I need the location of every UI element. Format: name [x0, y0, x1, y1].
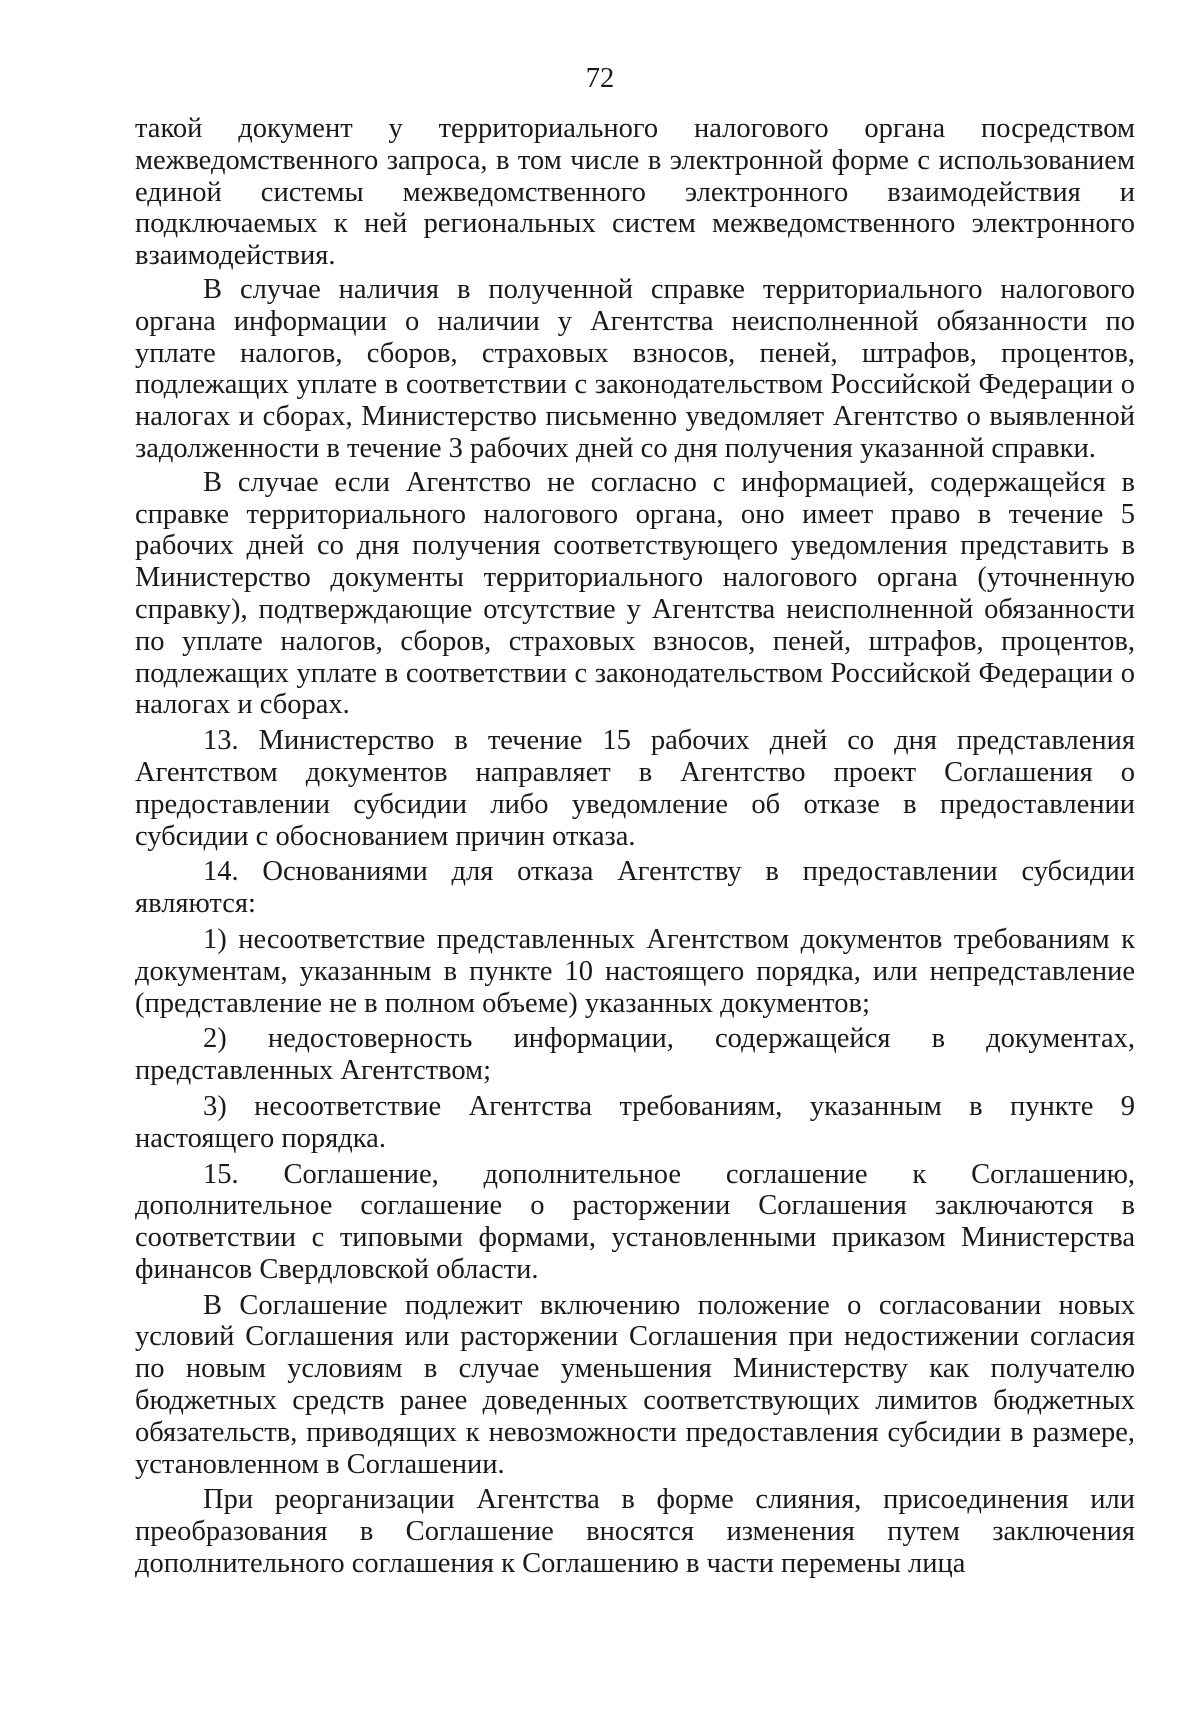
- paragraph-reorganization: При реорганизации Агентства в форме слияния, присоединения или преобразования в Соглашение вносятся изменения путем заключения дополнительного соглашения к Соглашению в части перемены лица: [135, 1484, 1135, 1580]
- page-number: 72: [585, 63, 615, 94]
- clause-14-item-1: 1) несоответствие представленных Агентством документов требованиям к документам, указанным в пункте 10 настоящего порядка, или непредставление (представление не в полном объеме) указанных документов;: [135, 923, 1135, 1019]
- paragraph-tax-debt-notice: В случае наличия в полученной справке территориального налогового органа информации о наличии у Агентства неисполненной обязанности по уплате налогов, сборов, страховых взносов, пеней, штрафов, процентов, подлежащих уплате в соответствии с законодательством Российской Федерации о налогах и сборах, Министерство письменно уведомляет Агентство о выявленной задолженности в течение 3 рабочих дней со дня получения указанной справки.: [135, 273, 1135, 464]
- paragraph-new-conditions: В Соглашение подлежит включению положение о согласовании новых условий Соглашения или расторжении Соглашения при недостижении согласия по новым условиям в случае уменьшения Министерству как получателю бюджетных средств ранее доведенных соответствующих лимитов бюджетных обязательств, приводящих к невозможности предоставления субсидии в размере, установленном в Соглашении.: [135, 1289, 1135, 1480]
- clause-14-item-2: 2) недостоверность информации, содержащейся в документах, представленных Агентством;: [135, 1023, 1135, 1087]
- paragraph-disagreement: В случае если Агентство не согласно с информацией, содержащейся в справке территориального налогового органа, оно имеет право в течение 5 рабочих дней со дня получения соответствующего уведомления представить в Министерство документы территориального налогового органа (уточненную справку), подтверждающие отсутствие у Агентства неисполненной обязанности по уплате налогов, сборов, страховых взносов, пеней, штрафов, процентов, подлежащих уплате в соответствии с законодательством Российской Федерации о налогах и сборах.: [135, 466, 1135, 721]
- clause-13: 13. Министерство в течение 15 рабочих дней со дня представления Агентством документов направляет в Агентство проект Соглашения о предоставлении субсидии либо уведомление об отказе в предоставлении субсидии с обоснованием причин отказа.: [135, 725, 1135, 852]
- clause-14-item-3: 3) несоответствие Агентства требованиям, указанным в пункте 9 настоящего порядка.: [135, 1090, 1135, 1154]
- clause-14: 14. Основаниями для отказа Агентству в предоставлении субсидии являются:: [135, 856, 1135, 920]
- paragraph-continuation: такой документ у территориального налогового органа посредством межведомственного запроса, в том числе в электронной форме с использованием единой системы межведомственного электронного взаимодействия и подключаемых к ней региональных систем межведомственного электронного взаимодействия.: [135, 113, 1135, 272]
- clause-15: 15. Соглашение, дополнительное соглашение к Соглашению, дополнительное соглашение о расторжении Соглашения заключаются в соответствии с типовыми формами, установленными приказом Министерства финансов Свердловской области.: [135, 1158, 1135, 1285]
- document-body: [135, 113, 1135, 1580]
